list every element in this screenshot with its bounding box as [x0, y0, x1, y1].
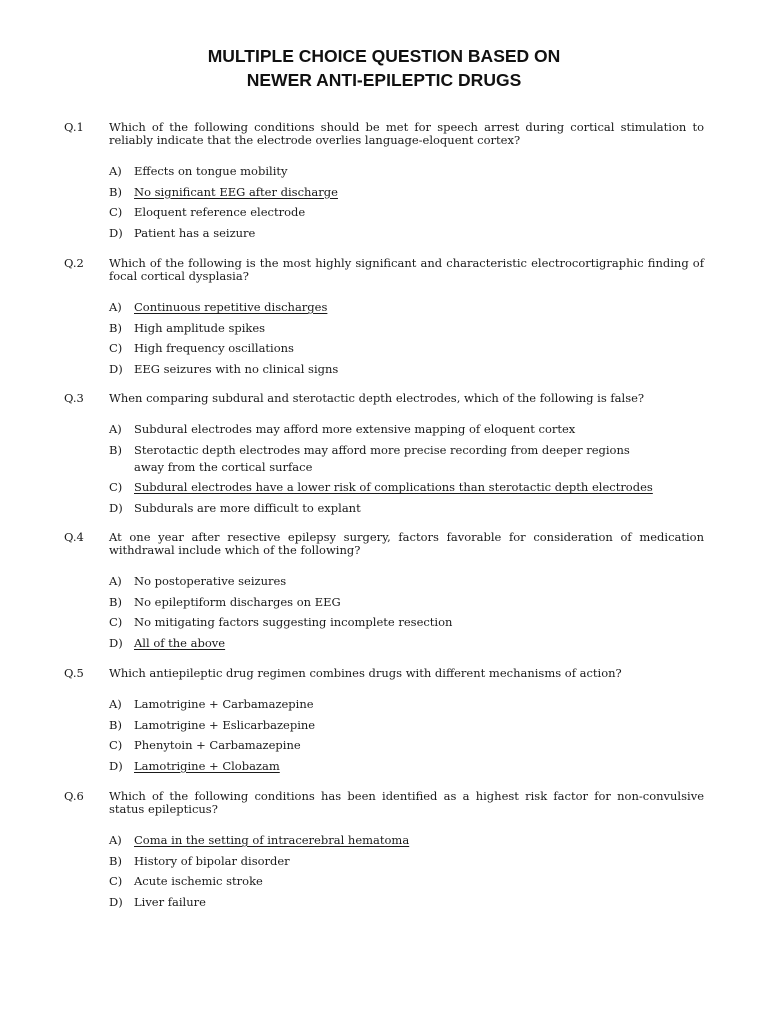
question-number: Q.2	[64, 256, 84, 270]
question-6	[64, 790, 704, 914]
option-a	[109, 299, 704, 316]
option-text: No mitigating factors suggesting incomplete resection	[134, 615, 453, 630]
option-text: Sterotactic depth electrodes may afford more precise recording from deeper regions away from the cortical surface	[134, 442, 630, 474]
option-text: No epileptiform discharges on EEG	[134, 594, 341, 609]
option-text: EEG seizures with no clinical signs	[134, 361, 339, 376]
option-a	[109, 832, 704, 849]
option-d	[109, 361, 704, 378]
option-label: C)	[109, 205, 123, 220]
question-number: Q.5	[64, 666, 84, 680]
option-d	[109, 758, 704, 775]
page-title	[0, 44, 768, 92]
option-text: Liver failure	[134, 894, 206, 909]
option-label: D)	[109, 635, 123, 650]
option-label: B)	[109, 853, 122, 868]
option-label: B)	[109, 717, 122, 732]
question-text: Which of the following is the most highly significant and characteristic electrocortigraphic finding of focal cortical dysplasia?	[109, 256, 704, 283]
option-label: C)	[109, 341, 123, 356]
correct-answer-text: Subdural electrodes have a lower risk of complications than sterotactic depth electrodes	[134, 480, 653, 495]
question-text: Which of the following conditions has been identified as a highest risk factor for non-convulsive status epilepticus?	[109, 789, 704, 816]
option-label: D)	[109, 500, 123, 515]
option-d	[109, 500, 704, 517]
option-b	[109, 320, 704, 337]
option-text: History of bipolar disorder	[134, 853, 290, 868]
question-text: At one year after resective epilepsy surgery, factors favorable for consideration of medication withdrawal include which of the following?	[109, 530, 704, 557]
option-label: B)	[109, 594, 122, 609]
option-text: Lamotrigine + Carbamazepine	[134, 697, 314, 711]
options-list	[109, 696, 704, 775]
option-label: C)	[109, 738, 123, 753]
options-list	[109, 163, 704, 242]
option-label: A)	[109, 164, 122, 178]
option-c	[109, 737, 704, 754]
title-line-2: NEWER ANTI-EPILEPTIC DRUGS	[246, 70, 522, 90]
option-text: Effects on tongue mobility	[134, 164, 288, 178]
question-number: Q.6	[64, 789, 84, 803]
option-text: High frequency oscillations	[134, 341, 294, 356]
question-4	[64, 531, 704, 655]
question-text: Which antiepileptic drug regimen combines drugs with different mechanisms of action?	[109, 666, 622, 680]
option-d	[109, 635, 704, 652]
option-label: C)	[109, 615, 123, 630]
option-d	[109, 894, 704, 911]
question-number: Q.1	[64, 120, 84, 134]
option-text: Patient has a seizure	[134, 225, 256, 240]
option-label: A)	[109, 697, 122, 711]
option-label: A)	[109, 574, 122, 588]
option-label: A)	[109, 833, 122, 847]
option-b	[109, 184, 704, 201]
question-1	[64, 121, 704, 245]
option-label: B)	[109, 320, 122, 335]
option-label: C)	[109, 874, 123, 889]
option-label: A)	[109, 300, 122, 314]
option-label: D)	[109, 361, 123, 376]
option-label: B)	[109, 442, 122, 457]
options-list	[109, 832, 704, 911]
option-label: D)	[109, 758, 123, 773]
option-label: D)	[109, 225, 123, 240]
option-c	[109, 340, 704, 357]
question-text: Which of the following conditions should be met for speech arrest during cortical stimulation to reliably indicate that the electrode overlies language-eloquent cortex?	[109, 120, 704, 147]
option-text: High amplitude spikes	[134, 320, 266, 335]
option-a	[109, 163, 704, 180]
correct-answer-text: Continuous repetitive discharges	[134, 300, 328, 314]
options-list	[109, 573, 704, 652]
correct-answer-text: All of the above	[134, 635, 226, 650]
option-text: Acute ischemic stroke	[134, 874, 263, 889]
option-text: Eloquent reference electrode	[134, 205, 306, 220]
option-c	[109, 204, 704, 221]
option-b	[109, 717, 704, 734]
options-list	[109, 299, 704, 378]
option-c	[109, 479, 704, 496]
option-text: Subdural electrodes may afford more extensive mapping of eloquent cortex	[134, 422, 576, 436]
question-2	[64, 257, 704, 381]
option-a	[109, 696, 704, 713]
option-a	[109, 421, 704, 438]
option-b	[109, 442, 704, 476]
option-label: C)	[109, 480, 123, 495]
option-d	[109, 225, 704, 242]
title-line-1: MULTIPLE CHOICE QUESTION BASED ON	[207, 46, 561, 66]
option-a	[109, 573, 704, 590]
correct-answer-text: Lamotrigine + Clobazam	[134, 758, 280, 773]
correct-answer-text: No significant EEG after discharge	[134, 184, 338, 199]
option-c	[109, 614, 704, 631]
correct-answer-text: Coma in the setting of intracerebral hematoma	[134, 833, 410, 847]
option-text: Subdurals are more difficult to explant	[134, 500, 361, 515]
option-text: No postoperative seizures	[134, 574, 287, 588]
option-b	[109, 594, 704, 611]
question-text: When comparing subdural and sterotactic depth electrodes, which of the following is false?	[109, 391, 645, 405]
question-number: Q.3	[64, 391, 84, 405]
question-5	[64, 667, 704, 778]
option-b	[109, 853, 704, 870]
option-text: Phenytoin + Carbamazepine	[134, 738, 301, 753]
option-c	[109, 873, 704, 890]
question-3	[64, 392, 704, 520]
options-list	[109, 421, 704, 517]
option-label: D)	[109, 894, 123, 909]
option-text: Lamotrigine + Eslicarbazepine	[134, 717, 316, 732]
question-number: Q.4	[64, 530, 84, 544]
option-label: A)	[109, 422, 122, 436]
option-label: B)	[109, 184, 122, 199]
